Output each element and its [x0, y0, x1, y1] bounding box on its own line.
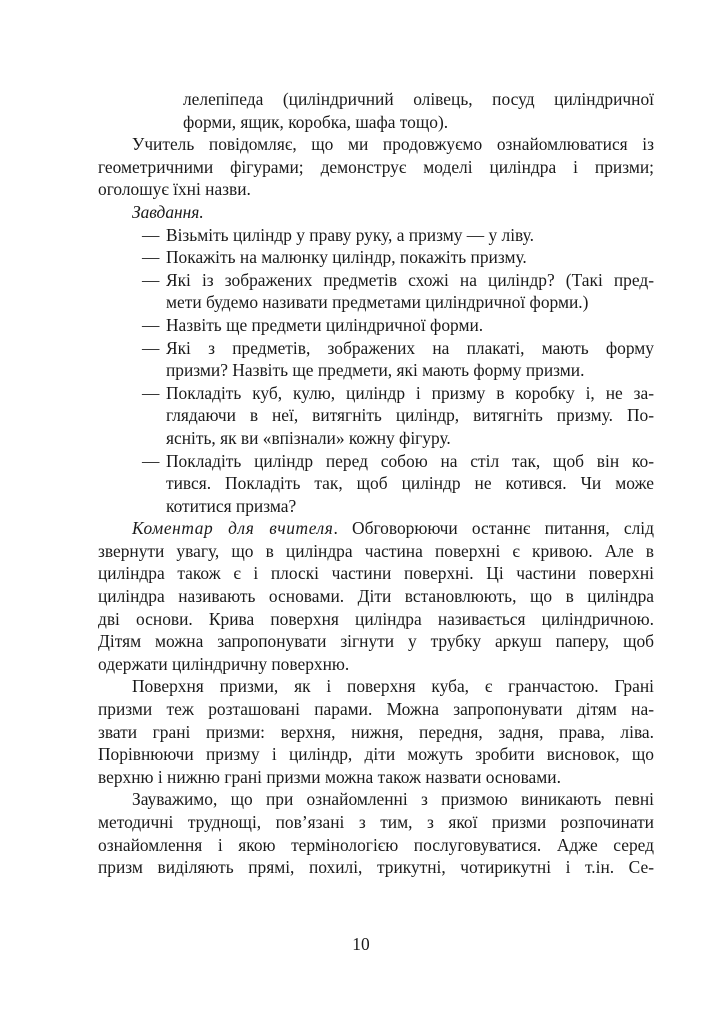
text-line: дві основи. Крива поверхня циліндра називається циліндричною. — [98, 608, 654, 629]
list-item — [98, 314, 654, 337]
dash-bullet: — — [142, 224, 160, 245]
text-line: звернути увагу, що в циліндра частина поверхні є кривою. Але в — [98, 540, 654, 561]
text-line: призми теж розташовані парами. Можна запропонувати дітям на- — [98, 699, 654, 720]
list-item — [98, 246, 654, 269]
text-line: Покладіть циліндр перед собою на стіл так, щоб він ко- — [166, 450, 654, 471]
text-line: Які із зображених предметів схожі на циліндр? (Такі пред- — [166, 269, 654, 290]
text-line: Покажіть на малюнку циліндр, покажіть призму. — [166, 247, 527, 268]
dash-bullet: — — [142, 337, 160, 358]
text-line: ясніть, як ви «впізнали» кожну фігуру. — [166, 427, 451, 448]
text-line: глядаючи в неї, витягніть циліндр, витягніть призму. По- — [166, 405, 654, 426]
list-item — [98, 269, 654, 314]
text-line: циліндра називають основами. Діти встановлюють, що в циліндра — [98, 586, 654, 607]
list-item — [98, 382, 654, 450]
text-line: методичні труднощі, пов’язані з тим, з якої призми розпочинати — [98, 812, 654, 832]
text-line: Порівнюючи призму і циліндр, діти можуть зробити висновок, що — [98, 744, 654, 765]
text-line: форми, ящик, коробка, шафа тощо). — [183, 111, 449, 132]
text-line: мети будемо називати предметами циліндричної форми.) — [166, 292, 589, 313]
text-line: тився. Покладіть так, щоб циліндр не котився. Чи може — [166, 473, 654, 494]
text-line: звати грані призми: верхня, нижня, передня, задня, права, ліва. — [98, 721, 654, 742]
list-item — [98, 337, 654, 382]
text-line: лелепіпеда (циліндричний олівець, посуд циліндричної — [183, 89, 654, 109]
list-item — [98, 450, 654, 518]
task-list — [98, 224, 654, 518]
text-line: одержати циліндричну поверхню. — [98, 653, 350, 674]
text-line: ознайомлення і якою термінологією послуговуватися. Адже серед — [98, 834, 654, 855]
prism-paragraph — [98, 675, 654, 788]
text-line: Які з предметів, зображених на плакаті, мають форму — [166, 337, 654, 358]
text-line: призми? Назвіть ще предмети, які мають форму призми. — [166, 360, 585, 381]
text-line: призм виділяють прямі, похилі, трикутні, чотирикутні і т.ін. Се- — [98, 857, 654, 878]
text-line: Поверхня призми, як і поверхня куба, є гранчастою. Грані — [132, 676, 654, 697]
text-line: Покладіть куб, кулю, циліндр і призму в коробку і, не за- — [166, 382, 654, 403]
dash-bullet: — — [142, 450, 160, 471]
text-line: верхню і нижню грані призми можна також назвати основами. — [98, 766, 561, 787]
dash-bullet: — — [142, 314, 160, 335]
dash-bullet: — — [142, 247, 160, 268]
teacher-comment-paragraph — [98, 517, 654, 675]
task-heading: Завдання. — [132, 201, 204, 222]
comment-label: Коментар для вчителя — [132, 518, 334, 539]
text-line: Учитель повідомляє, що ми продовжуємо ознайомлюватися із — [132, 134, 654, 155]
page-body — [98, 88, 654, 879]
intro-paragraph — [98, 133, 654, 201]
text-line — [98, 517, 654, 540]
comment-first-line-rest: . Обговорюючи останнє питання, слід — [333, 518, 654, 539]
last-paragraph — [98, 788, 654, 878]
dash-bullet: — — [142, 269, 160, 290]
text-line: котитися призма? — [166, 495, 297, 516]
page-number: 10 — [352, 934, 370, 954]
top-block — [98, 88, 654, 133]
text-line: Дітям можна запропонувати зігнути у трубку аркуш паперу, щоб — [98, 631, 654, 652]
text-line: оголошує їхні назви. — [98, 179, 251, 200]
text-line: геометричними фігурами; демонструє моделі циліндра і призми; — [98, 156, 654, 177]
dash-bullet: — — [142, 382, 160, 403]
text-line: Назвіть ще предмети циліндричної форми. — [166, 314, 484, 335]
list-item — [98, 224, 654, 247]
text-line: Візьміть циліндр у праву руку, а призму — у ліву. — [166, 224, 534, 245]
text-line: Зауважимо, що при ознайомленні з призмою виникають певні — [132, 789, 654, 810]
text-line: циліндра також є і плоскі частини поверхні. Ці частини поверхні — [98, 563, 654, 584]
